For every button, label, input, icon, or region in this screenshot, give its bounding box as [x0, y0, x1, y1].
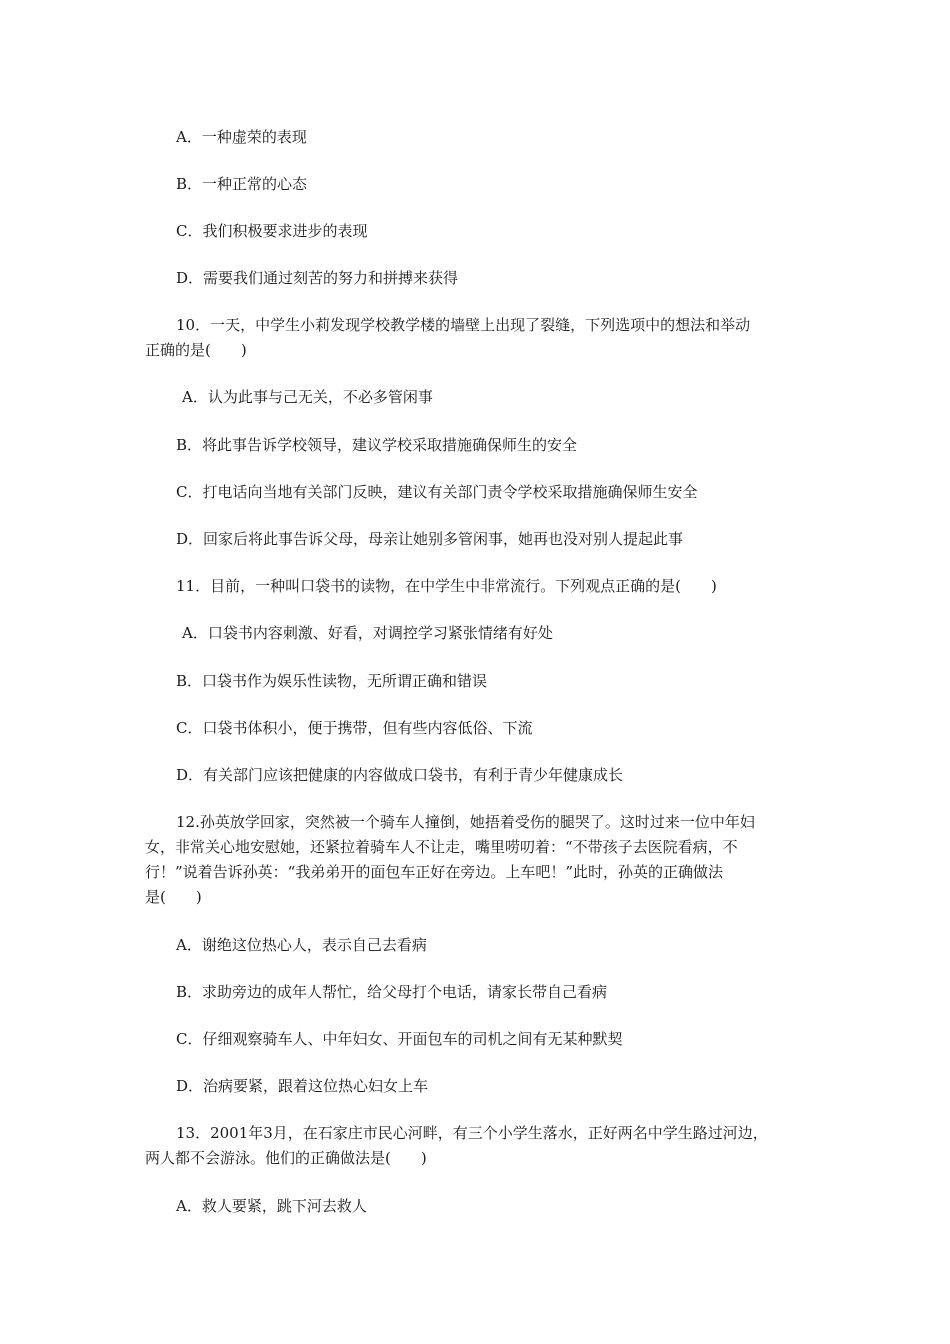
- q12-stem-line-1: 12.孙英放学回家，突然被一个骑车人撞倒，她捂着受伤的腿哭了。这时过来一位中年妇: [176, 813, 755, 831]
- q13-stem-line-1: 13．2001年3月，在石家庄市民心河畔，有三个小学生落水，正好两名中学生路过河边，: [176, 1124, 768, 1142]
- q10-option-b: B．将此事告诉学校领导，建议学校采取措施确保师生的安全: [176, 436, 578, 454]
- q13-option-a: A．救人要紧，跳下河去救人: [176, 1197, 367, 1215]
- q9-option-a: A．一种虚荣的表现: [176, 128, 307, 146]
- q10-stem-line-2: 正确的是( ): [145, 341, 247, 359]
- q11-option-a: A．口袋书内容刺激、好看，对调控学习紧张情绪有好处: [182, 624, 553, 642]
- q10-option-c: C．打电话向当地有关部门反映，建议有关部门责令学校采取措施确保师生安全: [176, 483, 698, 501]
- q10-option-a: A．认为此事与己无关，不必多管闲事: [182, 388, 433, 406]
- q12-option-c: C．仔细观察骑车人、中年妇女、开面包车的司机之间有无某种默契: [176, 1030, 623, 1048]
- q11-option-b: B．口袋书作为娱乐性读物，无所谓正确和错误: [176, 672, 488, 690]
- q12-option-a: A．谢绝这位热心人，表示自己去看病: [176, 936, 427, 954]
- q11-option-c: C．口袋书体积小，便于携带，但有些内容低俗、下流: [176, 719, 533, 737]
- q12-option-d: D．治病要紧，跟着这位热心妇女上车: [176, 1077, 429, 1095]
- q9-option-b: B．一种正常的心态: [176, 175, 308, 193]
- q12-stem-line-4: 是( ): [145, 888, 202, 906]
- q9-option-d: D．需要我们通过刻苦的努力和拼搏来获得: [176, 269, 459, 287]
- q10-stem-line-1: 10．一天，中学生小莉发现学校教学楼的墙壁上出现了裂缝，下列选项中的想法和举动: [176, 316, 751, 334]
- q13-stem-line-2: 两人都不会游泳。他们的正确做法是( ): [145, 1149, 427, 1167]
- q11-stem-line-1: 11．目前，一种叫口袋书的读物，在中学生中非常流行。下列观点正确的是( ): [176, 577, 717, 595]
- q12-stem-line-3: 行！”说着告诉孙英：“我弟弟开的面包车正好在旁边。上车吧！”此时，孙英的正确做法: [145, 863, 724, 881]
- q10-option-d: D．回家后将此事告诉父母，母亲让她别多管闲事，她再也没对别人提起此事: [176, 530, 684, 548]
- q11-option-d: D．有关部门应该把健康的内容做成口袋书，有利于青少年健康成长: [176, 766, 624, 784]
- q9-option-c: C．我们积极要求进步的表现: [176, 222, 368, 240]
- q12-option-b: B．求助旁边的成年人帮忙，给父母打个电话，请家长带自己看病: [176, 983, 608, 1001]
- q12-stem-line-2: 女，非常关心地安慰她，还紧拉着骑车人不让走，嘴里唠叨着：“不带孩子去医院看病，不: [145, 838, 738, 856]
